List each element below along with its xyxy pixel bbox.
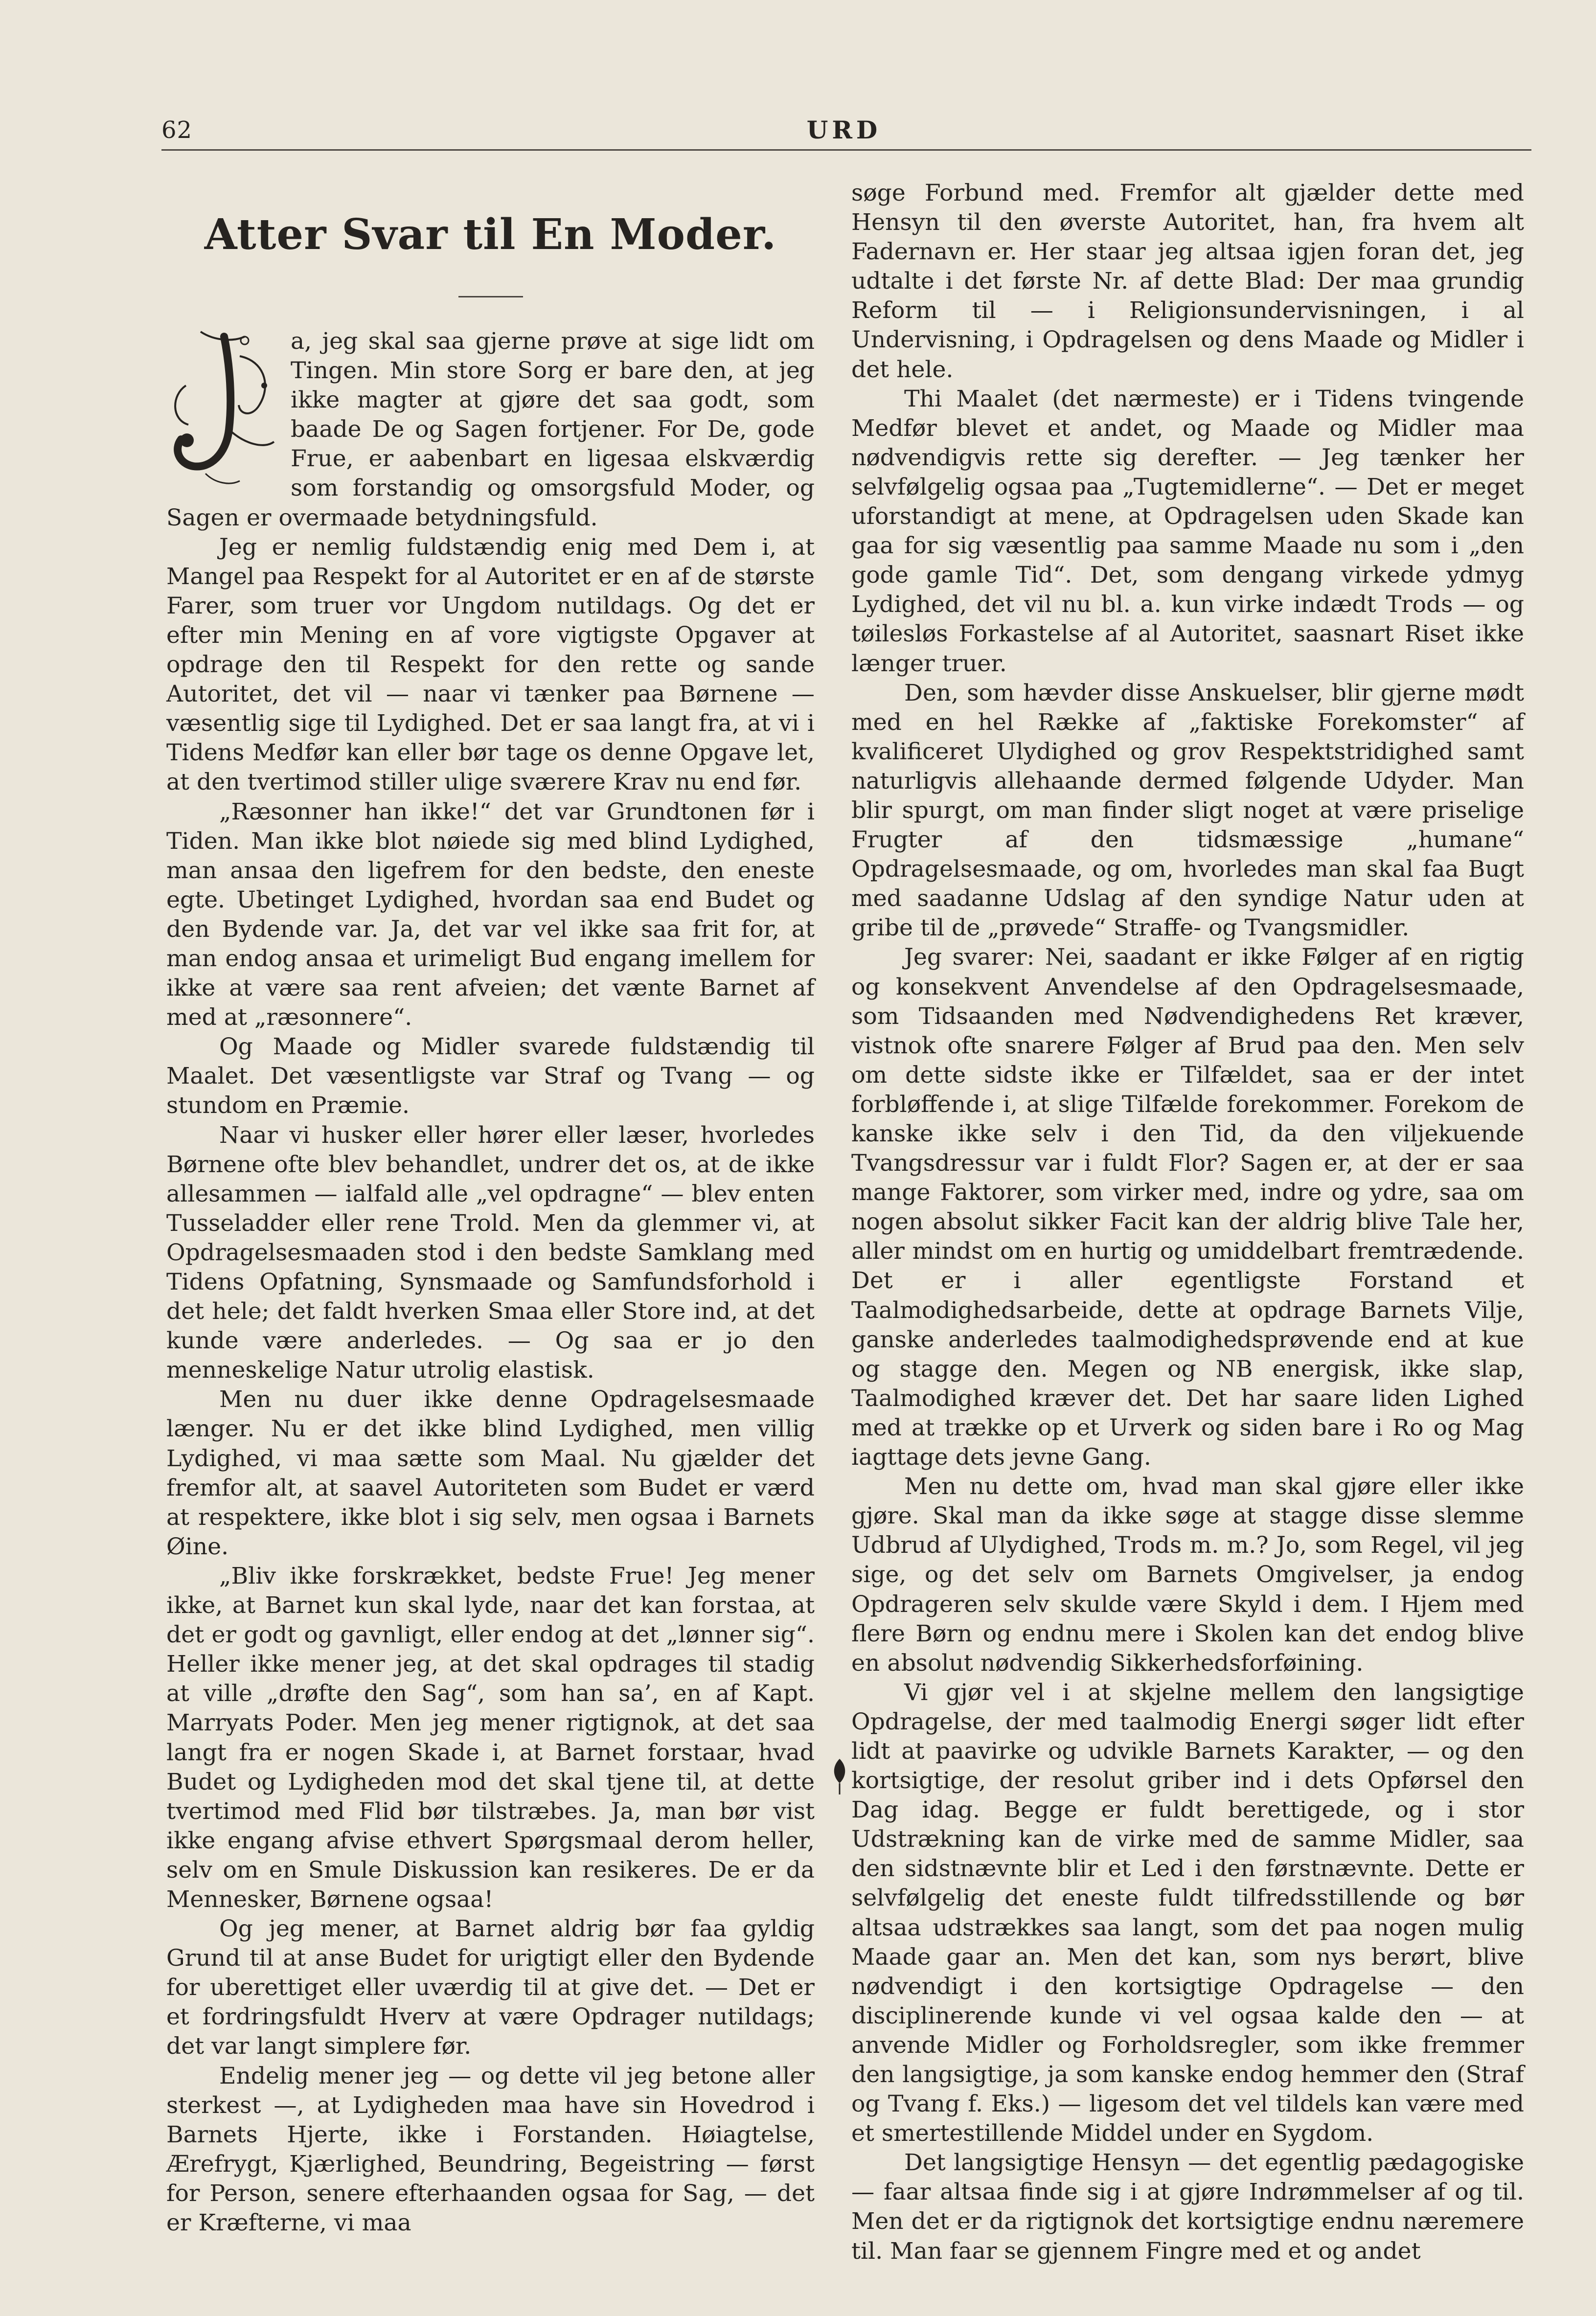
- drop-cap: [166, 327, 279, 493]
- journal-name: URD: [806, 115, 882, 144]
- fleuron-icon: [830, 1756, 849, 1795]
- running-head: [161, 115, 1527, 150]
- paragraph: Endelig mener jeg — og dette vil jeg betone aller sterkest —, at Lydigheden maa have sin Hovedrod i Barnets Hjerte, ikke i Forstanden. Høiagtelse, Ærefrygt, Kjærlighed, Beundring, Begeistring — først for Person, senere efterhaanden ogsaa for Sag, — det er Kræfterne, vi maa: [166, 2062, 815, 2236]
- paragraph: Men nu dette om, hvad man skal gjøre eller ikke gjøre. Skal man da ikke søge at stagge disse slemme Udbrud af Ulydighed, Trods m. m.? Jo, som Regel, vil jeg sige, og det selv om Barnets Omgivelser, ja endog Opdrageren selv skulde være Skyld i dem. I Hjem med flere Børn og endnu mere i Skolen kan det endog blive en absolut nødvendig Sikkerhedsforføining.: [851, 1473, 1524, 1677]
- paragraph: a, jeg skal saa gjerne prøve at sige lidt om Tingen. Min store Sorg er bare den, at jeg ikke magter at gjøre det saa godt, som baade De og Sagen fortjener. For De, gode Frue, er aabenbart en ligesaa elskværdig som forstandig og omsorgsfuld Moder, og Sagen er overmaade betydningsfuld.: [166, 328, 815, 531]
- paragraph: Thi Maalet (det nærmeste) er i Tidens tvingende Medfør blevet et andet, og Maade og Midler maa nødvendigvis rette sig derefter. — Jeg tænker her selvfølgelig ogsaa paa „Tugtemidlerne“. — Det er meget uforstandigt at mene, at Opdragelsen uden Skade kan gaa for sig væsentlig paa samme Maade nu som i „den gode gamle Tid“. Det, som dengang virkede ydmyg Lydighed, det vil nu bl. a. kun virke indædt Trods — og tøilesløs Forkastelse af al Autoritet, saasnart Riset ikke længer truer.: [851, 385, 1524, 677]
- paragraph: Den, som hævder disse Anskuelser, blir gjerne mødt med en hel Række af „faktiske Forekomster“ af kvalificeret Ulydighed og grov Respektstridighed samt naturligvis allehaande dermed følgende Udyder. Man blir spurgt, om man finder sligt noget at være priselige Frugter af den tidsmæssige „humane“ Opdragelsesmaade, og om, hvorledes man skal faa Bugt med saadanne Udslag af den syndige Natur uden at gribe til de „prøvede“ Straffe- og Tvangsmidler.: [851, 679, 1524, 942]
- paragraph: „Bliv ikke forskrækket, bedste Frue! Jeg mener ikke, at Barnet kun skal lyde, naar det kan forstaa, at det er godt og gavnligt, eller endog at det „lønner sig“. Heller ikke mener jeg, at det skal opdrages til stadig at ville „drøfte den Sag“, som han sa’, en af Kapt. Marryats Poder. Men jeg mener rigtignok, at det saa langt fra er nogen Skade i, at Barnet forstaar, hvad Budet og Lydigheden mod det skal tjene til, at dette tvertimod med Flid bør tilstræbes. Ja, man bør vist ikke engang afvise ethvert Spørgsmaal derom heller, selv om en Smule Diskussion kan resikeres. De er da Mennesker, Børnene ogsaa!: [166, 1562, 815, 1913]
- paragraph: Naar vi husker eller hører eller læser, hvorledes Børnene ofte blev behandlet, undrer det os, at de ikke allesammen — ialfald alle „vel opdragne“ — blev enten Tusseladder eller rene Trold. Men da glemmer vi, at Opdragelsesmaaden stod i den bedste Samklang med Tidens Opfatning, Synsmaade og Samfundsforhold i det hele; det faldt hverken Smaa eller Store ind, at det kunde være anderledes. — Og saa er jo den menneskelige Natur utrolig elastisk.: [166, 1121, 815, 1384]
- paragraph: Og jeg mener, at Barnet aldrig bør faa gyldig Grund til at anse Budet for urigtigt eller den Bydende for uberettiget eller uværdig til at give det. — Det er et fordringsfuldt Hverv at være Opdrager nutildags; det var langt simplere før.: [166, 1915, 815, 2060]
- paragraph: Og Maade og Midler svarede fuldstændig til Maalet. Det væsentligste var Straf og Tvang — og stundom en Præmie.: [166, 1033, 815, 1119]
- ornamental-initial-J-icon: [166, 327, 279, 493]
- paragraph: Vi gjør vel i at skjelne mellem den langsigtige Opdragelse, der med taalmodig Energi søger lidt efter lidt at paavirke og udvikle Barnets Karakter, — og den kortsigtige, der resolut griber ind i dets Opførsel den Dag idag. Begge er fuldt berettigede, og i stor Udstrækning kan de virke med de samme Midler, saa den sidstnævnte blir et Led i den førstnævnte. Dette er selvfølgelig det eneste fuldt tilfredsstillende og bør altsaa udstrækkes saa langt, som det paa nogen mulig Maade gaar an. Men det kan, som nys berørt, blive nødvendigt i den kortsigtige Opdragelse — den disciplinerende kunde vi vel ogsaa kalde den — at anvende Midler og Forholdsregler, som ikke fremmer den langsigtige, ja som kanske endog hemmer den (Straf og Tvang f. Eks.) — ligesom det vel tildels kan være med et smertestillende Middel under en Sygdom.: [851, 1679, 1524, 2147]
- title-rule: [458, 296, 523, 297]
- paragraph: Jeg er nemlig fuldstændig enig med Dem i, at Mangel paa Respekt for al Autoritet er en af de største Farer, som truer vor Ungdom nutildags. Og det er efter min Mening en af vore vigtigste Opgaver at opdrage den til Respekt for den rette og sande Autoritet, det vil — naar vi tænker paa Børnene — væsentlig sige til Lydighed. Det er saa langt fra, at vi i Tidens Medfør kan eller bør tage os denne Opgave let, at den tvertimod stiller ulige sværere Krav nu end før.: [166, 533, 815, 796]
- right-column: [851, 179, 1524, 2297]
- paragraph: „Ræsonner han ikke!“ det var Grundtonen før i Tiden. Man ikke blot nøiede sig med blind Lydighed, man ansaa den ligefrem for den bedste, den eneste egte. Ubetinget Lydighed, hvordan saa end Budet og den Bydende var. Ja, det var vel ikke saa frit for, at man endog ansaa et urimeligt Bud engang imellem for ikke at være saa rent afveien; det vænte Barnet af med at „ræsonnere“.: [166, 798, 815, 1031]
- left-column: [166, 166, 815, 2285]
- paragraph: søge Forbund med. Fremfor alt gjælder dette med Hensyn til den øverste Autoritet, han, fra hvem alt Fadernavn er. Her staar jeg altsaa igjen foran det, jeg udtalte i det første Nr. af dette Blad: Der maa grundig Reform til — i Religionsundervisningen, i al Undervisning, i Opdragelsen og dens Maade og Midler i det hele.: [851, 180, 1524, 383]
- article-title: Atter Svar til En Moder.: [204, 210, 777, 259]
- paragraph: Jeg svarer: Nei, saadant er ikke Følger af en rigtig og konsekvent Anvendelse af den Opdragelsesmaade, som Tidsaanden med Nødvendighedens Ret kræver, vistnok ofte snarere Følger af Brud paa den. Men selv om dette sidste ikke er Tilfældet, saa er der intet forbløffende i, at slige Tilfælde forekommer. Forekom de kanske ikke selv i den Tid, da den viljekuende Tvangsdressur var i fuldt Flor? Sagen er, at der er saa mange Faktorer, som virker med, indre og ydre, saa om nogen absolut sikker Facit kan der aldrig blive Tale her, aller mindst om en hurtig og umiddelbart fremtrædende. Det er i aller egentligste Forstand et Taalmodighedsarbeide, dette at opdrage Barnets Vilje, ganske anderledes taalmodighedsprøvende end at kue og stagge den. Megen og NB energisk, ikke slap, Taalmodighed kræver det. Det har saare liden Lighed med at trække op et Urverk og siden bare i Ro og Mag iagttage dets jevne Gang.: [851, 944, 1524, 1471]
- page-number: 62: [161, 116, 193, 144]
- header-rule: [161, 149, 1531, 151]
- paragraph: Det langsigtige Hensyn — det egentlig pædagogiske — faar altsaa finde sig i at gjøre Indrømmelser af og til. Men det er da rigtignok det kortsigtige endnu næremere til. Man faar se gjennem Fingre med et og andet: [851, 2149, 1524, 2265]
- paragraph: Men nu duer ikke denne Opdragelsesmaade længer. Nu er det ikke blind Lydighed, men villig Lydighed, vi maa sætte som Maal. Nu gjælder det fremfor alt, at saavel Autoriteten som Budet er værd at respektere, ikke blot i sig selv, men ogsaa i Barnets Øine.: [166, 1386, 815, 1560]
